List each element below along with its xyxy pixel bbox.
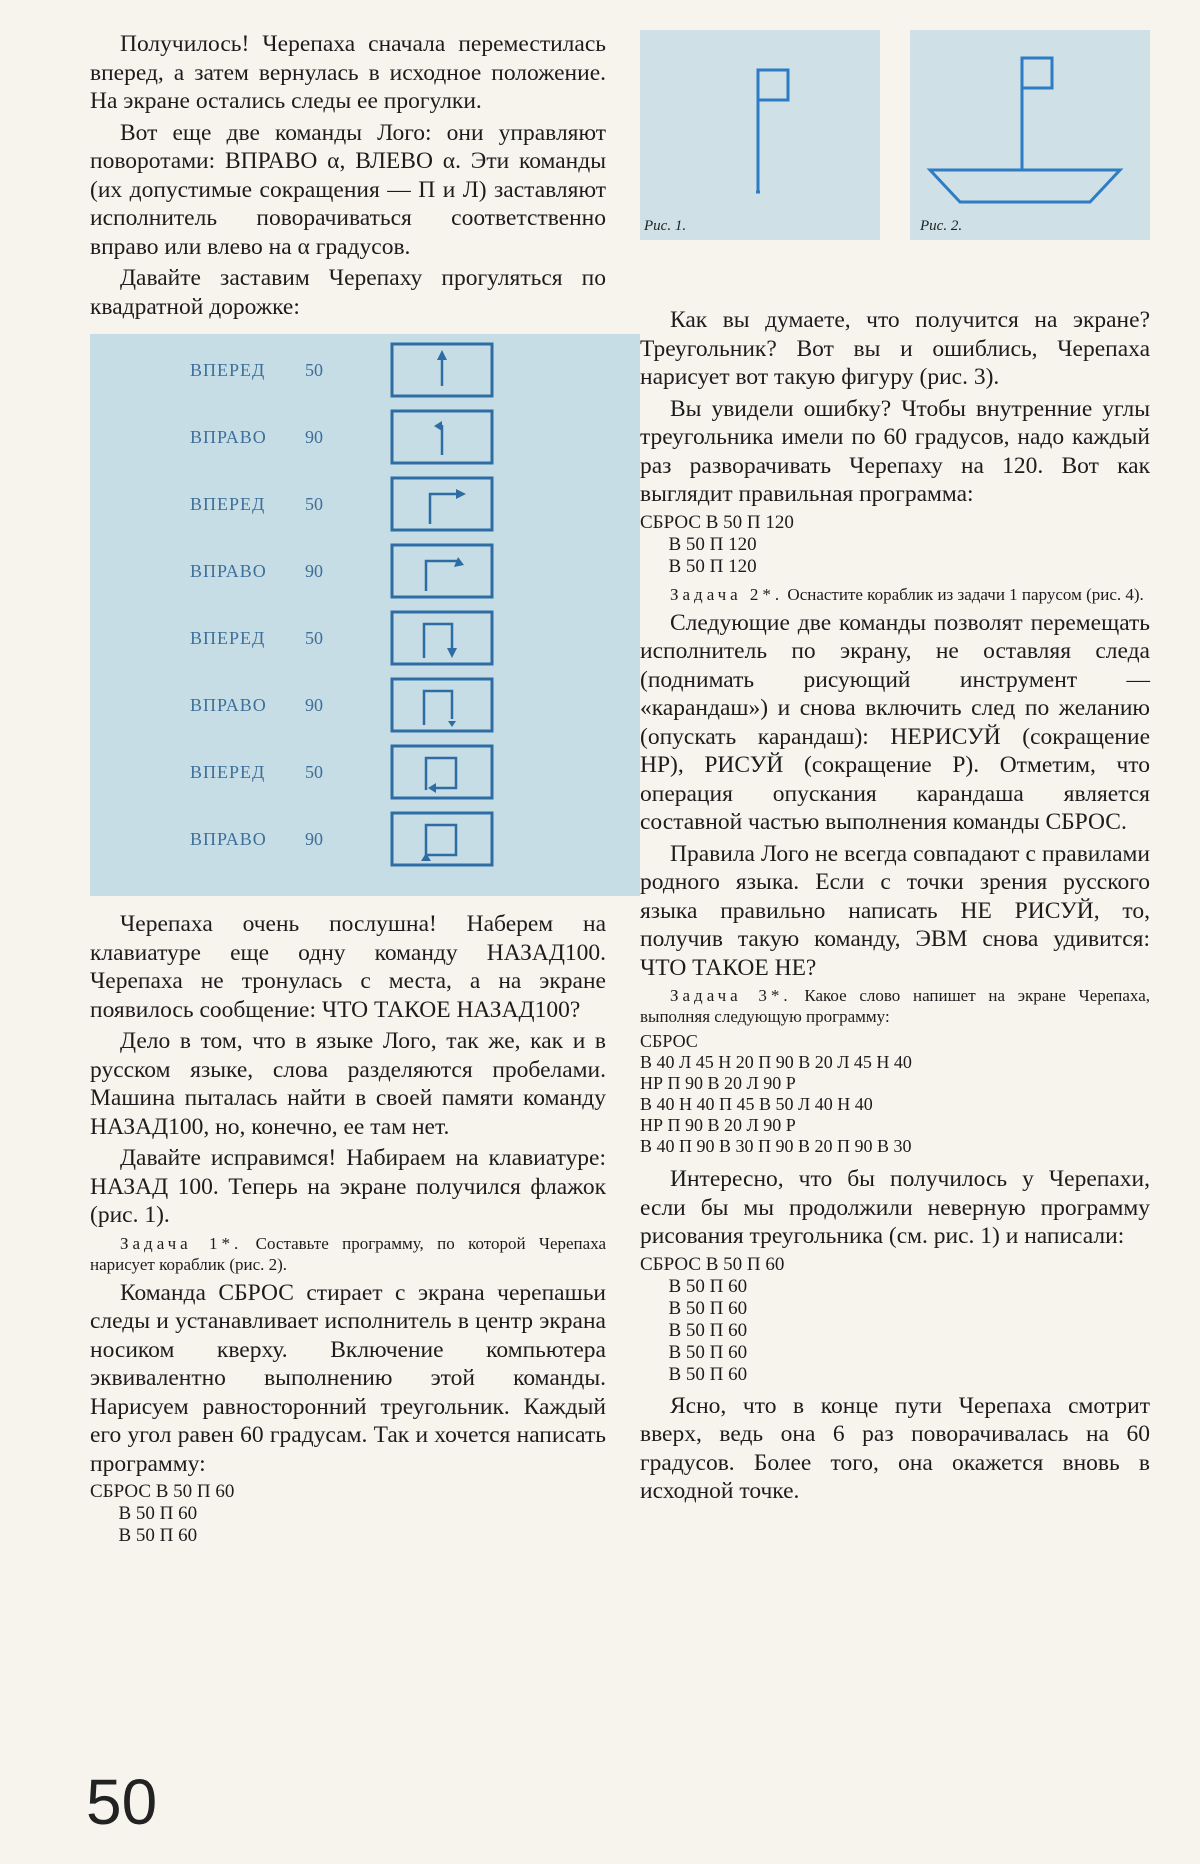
paragraph: Интересно, что бы получилось у Черепахи, если бы мы продолжили неверную программу рисования треугольника (см. рис. 1) и написали: [640,1166,1150,1249]
code-block: СБРОС В 50 П 60 В 50 П 60 В 50 П 60 В 50 П 60 В 50 П 60 В 50 П 60 [640,1253,785,1385]
turtle-step-diagram [390,744,494,800]
task-label: Задача 1*. [120,1233,243,1253]
command-row [90,342,640,402]
command-row [90,409,640,469]
turtle-step-diagram [390,610,494,666]
task-text: Составьте программу, по которой Черепаха нарисует кораблик (рис. 2). [90,1233,607,1274]
turtle-step-diagram [390,476,494,532]
command-arg: 50 [305,762,323,782]
code-block: СБРОС В 40 Л 45 Н 20 П 90 В 20 Л 45 Н 40 НР П 90 В 20 Л 90 Р В 40 Н 40 П 45 В 50 Л 40 Н 40 НР П 90 В 20 Л 90 Р В 40 П 90 В 30 П 90 В 20 П 90 В 30 [640,1031,912,1156]
paragraph: Получилось! Черепаха сначала переместилась вперед, а затем вернулась в исходное положение. На экране остались следы ее прогулки. [90,31,606,114]
command-row [90,476,640,536]
task-text: Какое слово напишет на экране Черепаха, выполняя следующую программу: [640,986,1151,1026]
command-arg: 50 [305,494,323,514]
paragraph: Вот еще две команды Лого: они управляют поворотами: ВПРАВО α, ВЛЕВО α. Эти команды (их допустимые сокращения — П и Л) заставляют исполнитель поворачиваться соответственно вправо или влево на α градусов. [90,119,606,260]
command-name: ВПРАВО [190,427,267,447]
figure-caption: Рис. 2. [920,218,963,234]
paragraph: Черепаха очень послушна! Наберем на клавиатуре еще одну команду НАЗАД100. Черепаха не тронулась с места, а на экране появилось сообщение: ЧТО ТАКОЕ НАЗАД100? [90,911,606,1023]
turtle-step-diagram [390,811,494,867]
command-arg: 50 [305,628,323,648]
command-name: ВПЕРЕД [190,628,266,648]
paragraph: Вы увидели ошибку? Чтобы внутренние углы треугольника имели по 60 градусов, надо каждый раз разворачивать Черепаху на 120. Вот как выглядит правильная программа: [640,395,1150,507]
command-name: ВПЕРЕД [190,360,266,380]
command-row [90,811,640,871]
turtle-step-diagram [390,342,494,398]
square-walk-illustration [90,334,640,896]
paragraph: Ясно, что в конце пути Черепаха смотрит вверх, ведь она 6 раз поворачивалась на 60 градусов. Более того, она окажется вновь в исходной точке. [640,1392,1150,1504]
task-3 [640,985,1150,1027]
paragraph: Давайте заставим Черепаху прогуляться по квадратной дорожке: [90,265,606,320]
figure-2 [910,30,1150,240]
code-block: СБРОС В 50 П 60 В 50 П 60 В 50 П 60 [90,1481,235,1546]
flag-drawing [640,30,880,240]
command-name: ВПРАВО [190,561,267,581]
boat-drawing [910,30,1150,240]
command-row [90,610,640,670]
paragraph: Команда СБРОС стирает с экрана черепашьи следы и устанавливает исполнитель в центр экрана носиком кверху. Включение компьютера эквивалентно выполнению этой команды. Нарисуем равносторонний треугольник. Каждый его угол равен 60 градусам. Так и хочется написать программу: [90,1279,606,1477]
command-arg: 90 [305,829,323,849]
paragraph: Как вы думаете, что получится на экране? Треугольник? Вот вы и ошиблись, Черепаха нарисует вот такую фигуру (рис. 3). [640,307,1150,390]
command-row [90,543,640,603]
code-block: СБРОС В 50 П 120 В 50 П 120 В 50 П 120 [640,511,794,577]
figure-caption: Рис. 1. [644,218,687,234]
command-name: ВПЕРЕД [190,494,266,514]
page-number: 50 [86,1766,158,1838]
figures [640,30,1150,306]
paragraph: Дело в том, что в языке Лого, так же, как и в русском языке, слова разделяются пробелами. Машина пыталась найти в своей памяти команду НАЗАД100, но, конечно, ее там нет. [90,1028,606,1140]
command-name: ВПРАВО [190,829,267,849]
task-1 [90,1233,606,1275]
turtle-step-diagram [390,543,494,599]
command-name: ВПЕРЕД [190,762,266,782]
task-label: Задача 3*. [670,986,792,1005]
paragraph: Давайте исправимся! Набираем на клавиатуре: НАЗАД 100. Теперь на экране получился флажок (рис. 1). [90,1145,606,1228]
left-column [90,30,606,1553]
command-arg: 90 [305,561,323,581]
command-name: ВПРАВО [190,695,267,715]
turtle-step-diagram [390,409,494,465]
command-row [90,744,640,804]
task-2 [640,584,1150,605]
figure-1 [640,30,880,240]
task-label: Задача 2*. [670,584,784,604]
turtle-step-diagram [390,677,494,733]
task-text: Оснастите кораблик из задачи 1 парусом (рис. 4). [787,584,1144,604]
paragraph: Правила Лого не всегда совпадают с правилами родного языка. Если с точки зрения русского языка правильно написать НЕ РИСУЙ, то, получив такую команду, ЭВМ снова удивится: ЧТО ТАКОЕ НЕ? [640,840,1150,981]
command-arg: 90 [305,427,323,447]
right-column [640,30,1150,1509]
command-row [90,677,640,737]
command-arg: 50 [305,360,323,380]
paragraph: Следующие две команды позволят перемещать исполнитель по экрану, не оставляя следа (поднимать рисующий инструмент — «карандаш») и снова включить след по желанию (опускать карандаш): НЕРИСУЙ (сокращение НР), РИСУЙ (сокращение Р). Отметим, что операция опускания карандаша является составной частью выполнения команды СБРОС. [640,609,1150,835]
command-arg: 90 [305,695,323,715]
